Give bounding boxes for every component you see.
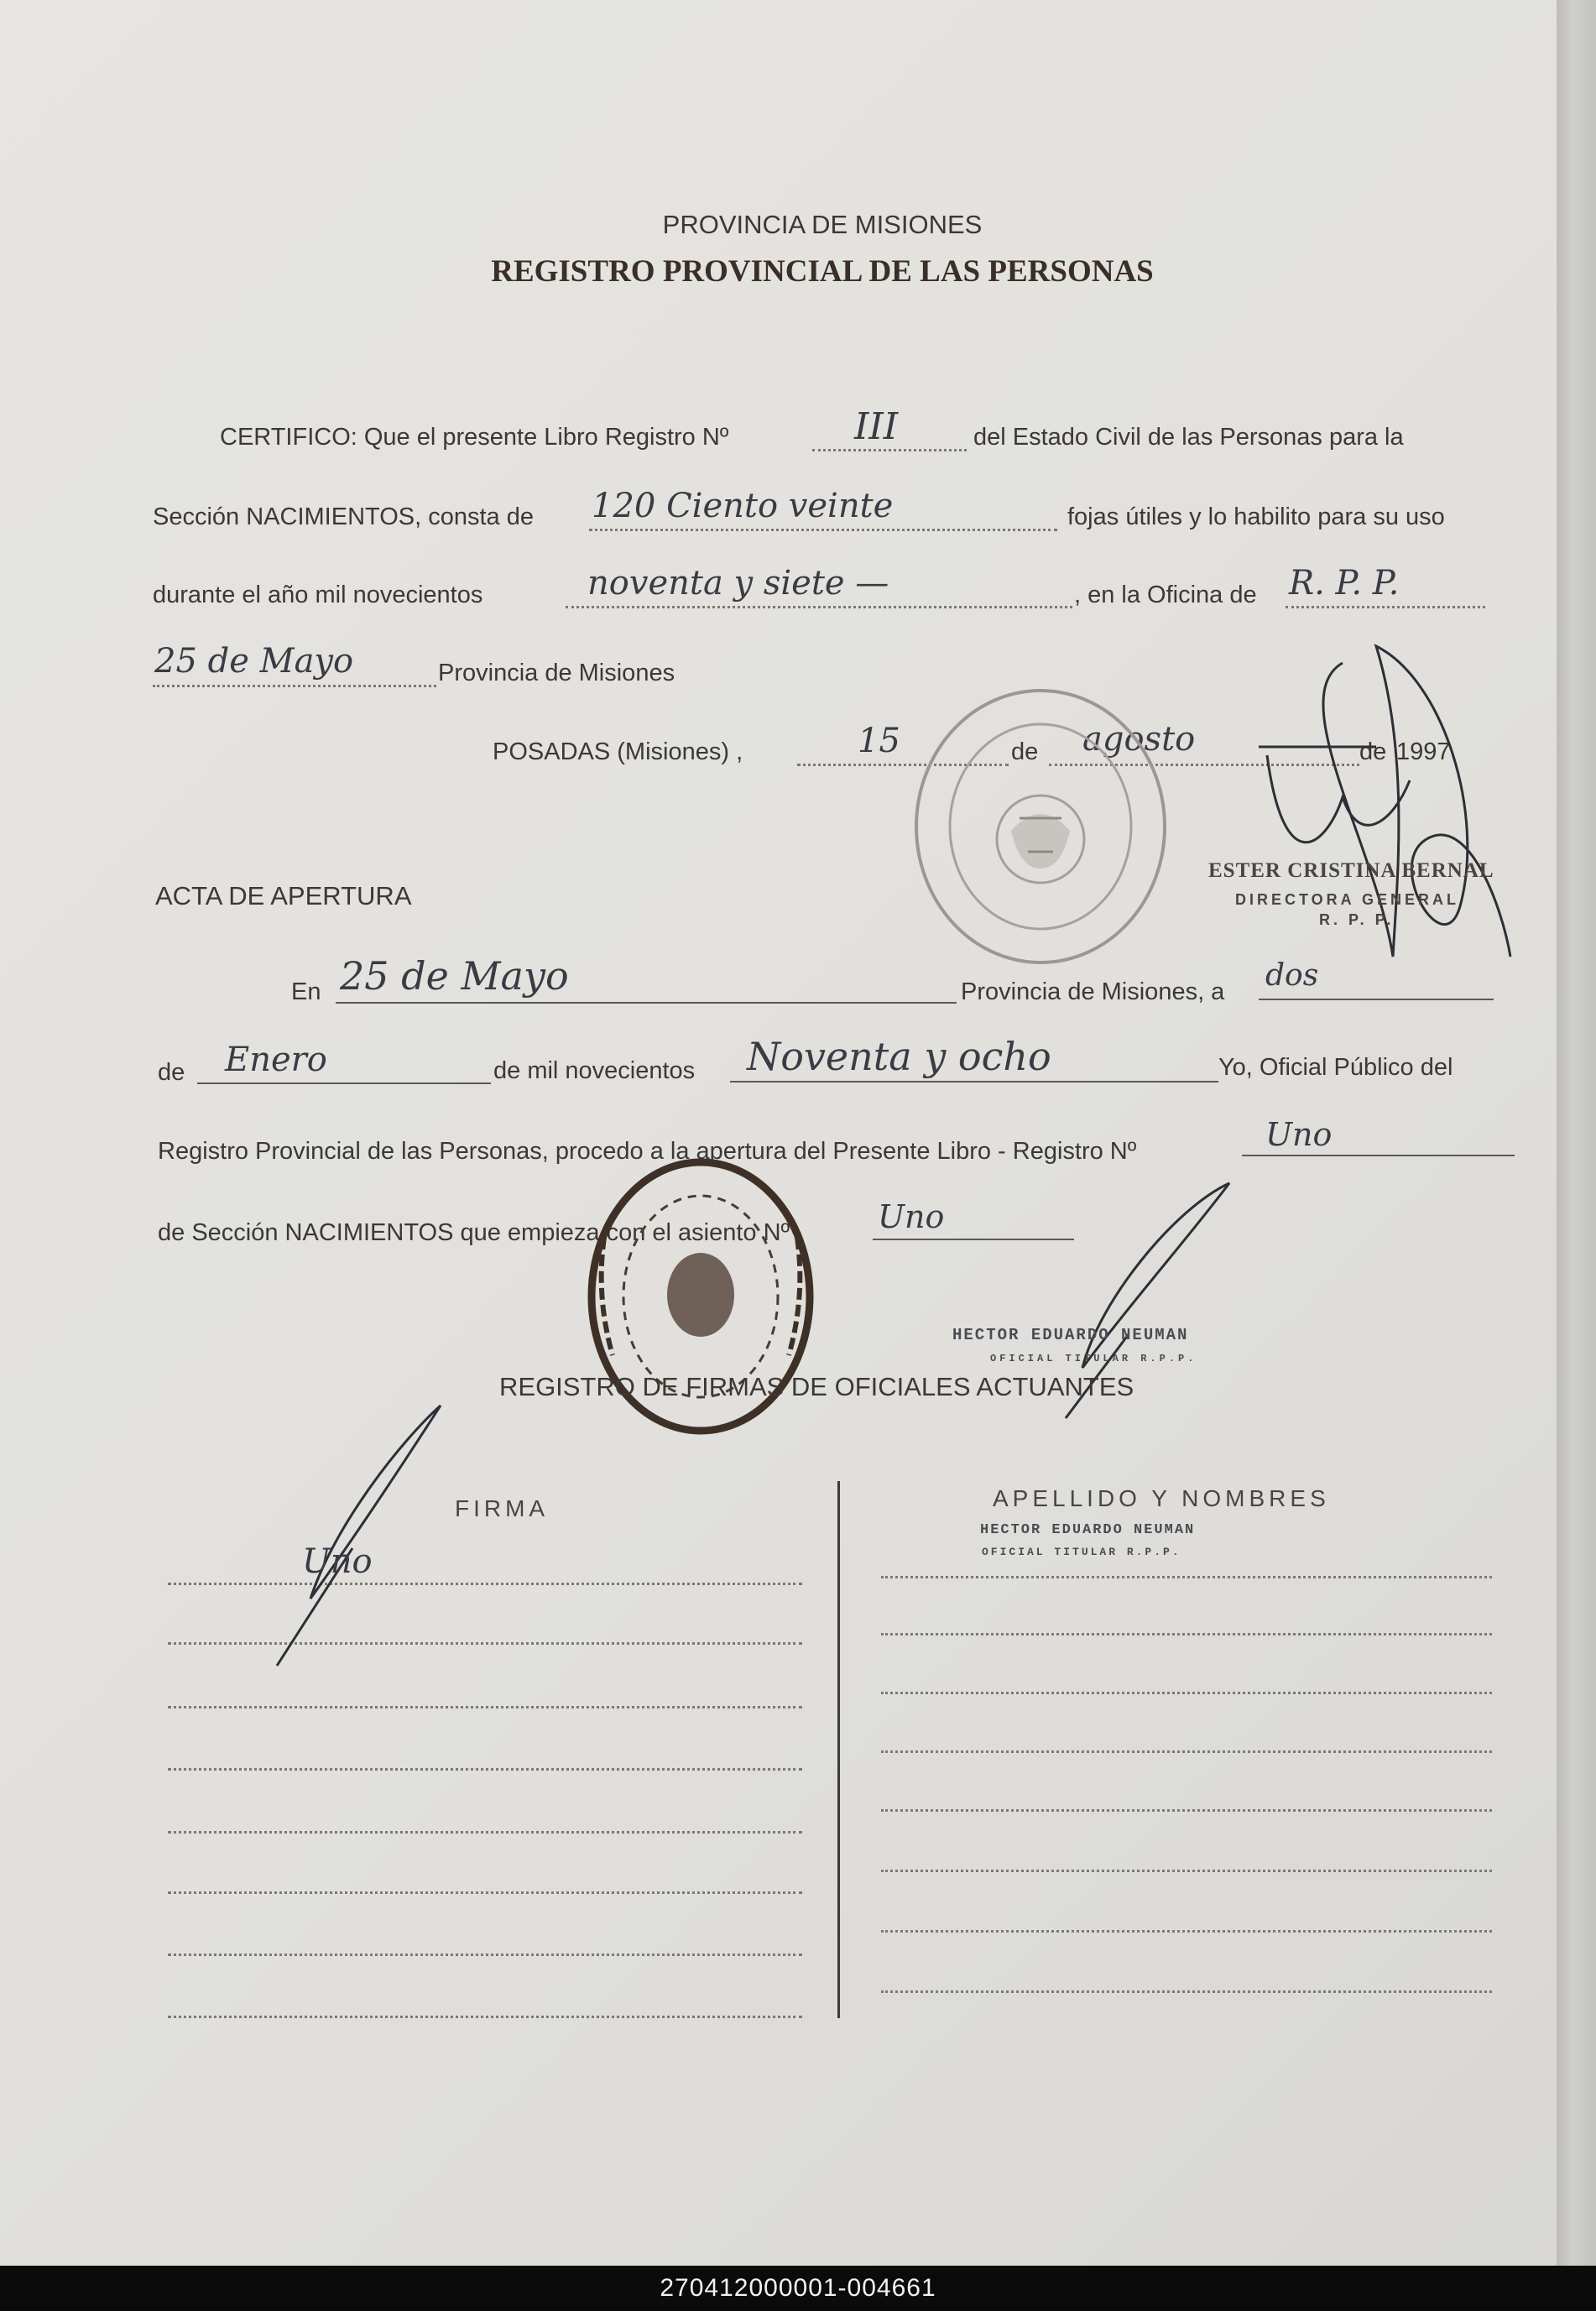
name-row-line (881, 1930, 1492, 1933)
fill-line (336, 1002, 957, 1004)
book-edge (1557, 0, 1596, 2266)
name-row-line (881, 1633, 1492, 1635)
certificate-line3-mid: , en la Oficina de (1074, 582, 1257, 608)
row1-name-line1: HECTOR EDUARDO NEUMAN (980, 1522, 1196, 1538)
fill-line (153, 685, 436, 687)
director-office-stamp: R. P. P. (1319, 911, 1395, 928)
year-words-handwritten: noventa y siete — (587, 564, 889, 603)
acta-heading: ACTA DE APERTURA (155, 881, 412, 910)
acta-line3: Registro Provincial de las Personas, procedo a la apertura del Presente Libro - Registro Nº (158, 1138, 1137, 1165)
official-name-stamp: HECTOR EDUARDO NEUMAN (952, 1326, 1189, 1344)
fill-line (589, 529, 1057, 531)
signature-row-line (168, 1831, 802, 1834)
acta-year-prefix: de mil novecientos (493, 1057, 696, 1084)
fill-line (1259, 999, 1494, 1000)
row1-name-line2: OFICIAL TITULAR R.P.P. (982, 1546, 1181, 1558)
row1-signature: Uno (302, 1542, 373, 1581)
col-name-header: APELLIDO Y NOMBRES (993, 1485, 1330, 1511)
book-number-handwritten: III (854, 405, 899, 448)
acta-month-handwritten: Enero (225, 1041, 327, 1079)
acta-day-handwritten: dos (1265, 958, 1319, 993)
fill-line (873, 1239, 1074, 1240)
fill-line (1242, 1155, 1515, 1156)
day-handwritten: 15 (858, 722, 900, 760)
folios-handwritten: 120 Ciento veinte (592, 487, 894, 525)
year-value: 1997 (1396, 738, 1451, 765)
fill-line (1286, 606, 1485, 608)
footer-bar (0, 2266, 1596, 2311)
row1-signature-stroke (260, 1397, 453, 1674)
city-label: POSADAS (Misiones) , (493, 738, 743, 765)
acta-book-number-handwritten: Uno (1265, 1116, 1333, 1153)
signature-row-line (168, 2016, 802, 2018)
name-row-line (881, 1750, 1492, 1753)
fill-line (566, 606, 1072, 608)
signatures-heading: REGISTRO DE FIRMAS DE OFICIALES ACTUANTES (499, 1372, 1134, 1401)
acta-province-text: Provincia de Misiones, a (961, 978, 1225, 1005)
name-row-line (881, 1990, 1492, 1993)
signature-row-line (168, 1891, 802, 1894)
month-handwritten: agosto (1082, 720, 1196, 759)
column-divider (837, 1481, 840, 2018)
certificate-line2-suffix: fojas útiles y lo habilito para su uso (1067, 503, 1445, 530)
name-row-line (881, 1870, 1492, 1872)
acta-en-label: En (291, 978, 321, 1005)
name-row-line (881, 1692, 1492, 1694)
acta-entry-handwritten: Uno (878, 1198, 945, 1235)
acta-year-handwritten: Noventa y ocho (747, 1034, 1051, 1079)
office-place-handwritten: 25 de Mayo (154, 642, 354, 681)
director-title-stamp: DIRECTORA GENERAL (1235, 891, 1460, 908)
fill-line (730, 1081, 1218, 1082)
signature-row-line (168, 1768, 802, 1771)
certificate-line1-prefix: CERTIFICO: Que el presente Libro Registro Nº (220, 424, 729, 451)
acta-de-label: de (158, 1059, 185, 1086)
acta-place-handwritten: 25 de Mayo (340, 953, 569, 999)
de-label-2: de (1359, 738, 1387, 765)
certificate-line1-suffix: del Estado Civil de las Personas para la (973, 424, 1404, 451)
round-seal-stamp (910, 684, 1171, 969)
document-id: 270412000001-004661 (660, 2274, 936, 2302)
director-name-stamp: ESTER CRISTINA BERNAL (1208, 859, 1494, 882)
fill-line (197, 1082, 491, 1084)
certificate-line4-suffix: Provincia de Misiones (438, 660, 675, 686)
certificate-line2-prefix: Sección NACIMIENTOS, consta de (153, 503, 534, 530)
registry-title: REGISTRO PROVINCIAL DE LAS PERSONAS (491, 254, 1154, 289)
de-label: de (1011, 738, 1039, 765)
acta-line4: de Sección NACIMIENTOS que empieza con el asiento Nº (158, 1219, 790, 1246)
official-title-stamp: OFICIAL TITULAR R.P.P. (990, 1353, 1197, 1364)
col-signature-header: FIRMA (455, 1495, 550, 1521)
name-row-line (881, 1576, 1492, 1578)
office-handwritten: R. P. P. (1289, 564, 1400, 603)
province-title: PROVINCIA DE MISIONES (662, 210, 983, 239)
certificate-line3-prefix: durante el año mil novecientos (153, 582, 483, 608)
name-row-line (881, 1809, 1492, 1812)
director-signature (1250, 629, 1519, 1007)
acta-official-text: Yo, Oficial Público del (1218, 1054, 1453, 1081)
fill-line (812, 449, 967, 451)
signature-row-line (168, 1954, 802, 1956)
signature-row-line (168, 1706, 802, 1708)
